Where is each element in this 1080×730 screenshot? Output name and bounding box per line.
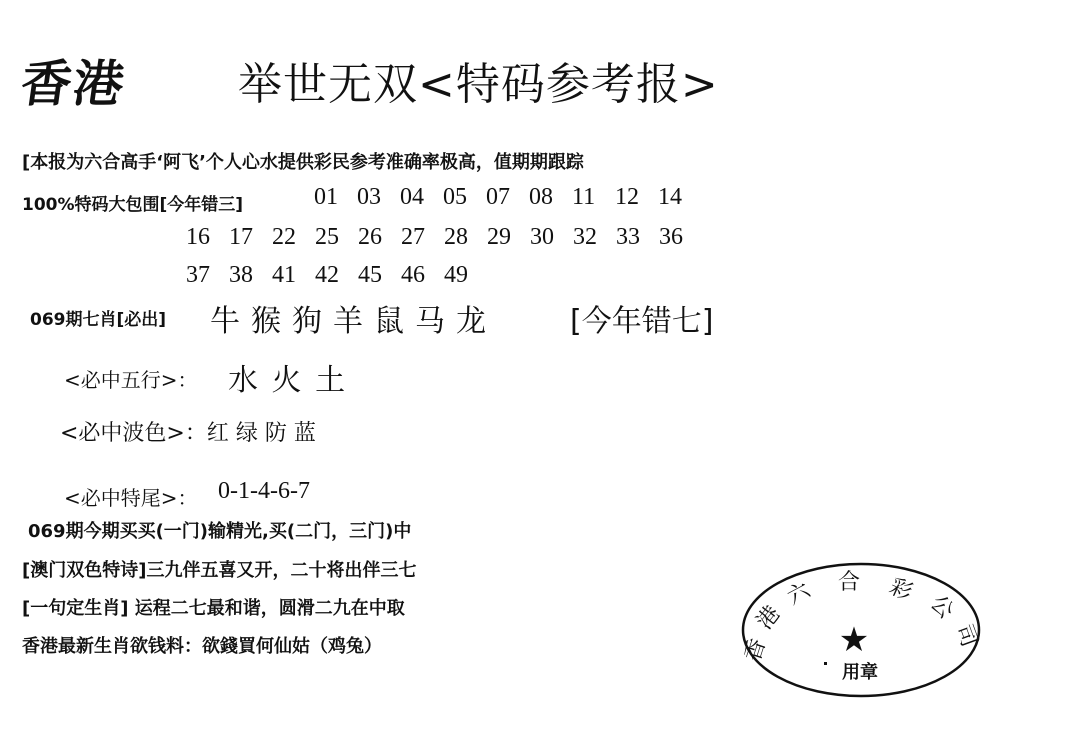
number-cell: 46 [401,262,425,288]
number-cell: 27 [401,224,425,250]
number-cell: 01 [314,184,338,210]
number-row-2 [186,224,702,251]
intro-text: [本报为六合高手‘阿飞’个人心水提供彩民参考准确率极高，值期期跟踪 [22,152,584,173]
wave-text: <必中波色>：红 绿 防 蓝 [60,421,316,446]
svg-text:六: 六 [783,578,815,611]
number-cell: 42 [315,262,339,288]
number-cell: 49 [444,262,468,288]
logo: 香港 [17,55,130,113]
zodiac-note: [今年错七] [570,304,714,339]
seal-caption: 用章 [842,662,878,683]
elements-label: <必中五行>： [64,368,198,392]
svg-text:港: 港 [752,601,786,635]
number-cell: 14 [658,184,682,210]
svg-text:香: 香 [740,635,772,665]
star-icon: ★ [838,620,870,660]
number-cell: 17 [229,224,253,250]
number-cell: 38 [229,262,253,288]
company-seal [738,558,984,702]
wave-line [60,412,316,446]
number-cell: 07 [486,184,510,210]
number-cell: 30 [530,224,554,250]
number-cell: 28 [444,224,468,250]
number-cell: 41 [272,262,296,288]
number-cell: 12 [615,184,639,210]
svg-text:公: 公 [925,590,959,625]
svg-text:司: 司 [950,621,982,651]
zodiac-animals: 牛猴狗羊鼠马龙 [210,304,497,339]
number-cell: 22 [272,224,296,250]
text-line-2: [澳门双色特诗]三九伴五喜又开，二十将出伴三七 [22,560,417,581]
number-cell: 08 [529,184,553,210]
text-line-4: 香港最新生肖欲钱料：欲錢買何仙姑（鸡兔） [22,636,382,657]
number-cell: 11 [572,184,596,210]
number-cell: 37 [186,262,210,288]
numbers-label: 100%特码大包围[今年错三] [22,195,244,215]
number-cell: 04 [400,184,424,210]
text-line-3: [一句定生肖] 运程二七最和谐，圆滑二九在中取 [22,598,405,619]
number-cell: 25 [315,224,339,250]
number-cell: 36 [659,224,683,250]
text-line-1: 069期今期买买(一门)输精光,买(二门，三门)中 [28,521,412,542]
elements-value: 水 火 土 [228,363,348,398]
number-cell: 03 [357,184,381,210]
page-title: 举世无双<特码参考报> [238,59,719,110]
zodiac-label: 069期七肖[必出] [30,310,167,330]
tail-value: 0-1-4-6-7 [218,478,310,504]
number-row-3 [186,262,487,289]
number-row-1 [314,184,701,211]
number-cell: 45 [358,262,382,288]
number-cell: 33 [616,224,640,250]
number-cell: 32 [573,224,597,250]
svg-text:合: 合 [837,570,861,595]
number-cell: 16 [186,224,210,250]
svg-text:彩: 彩 [885,574,916,606]
number-cell: 29 [487,224,511,250]
number-cell: 05 [443,184,467,210]
number-cell: 26 [358,224,382,250]
tail-label: <必中特尾>： [64,486,198,510]
